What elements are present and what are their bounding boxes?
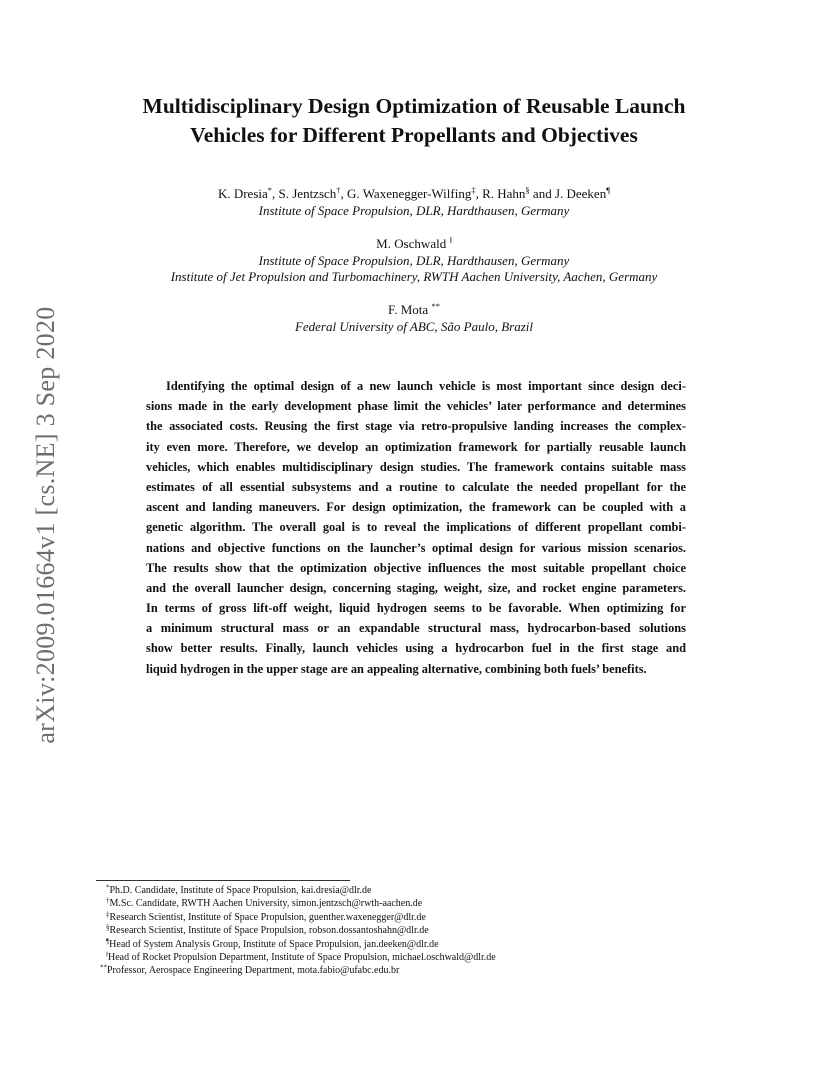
footnote-mark: ¶	[106, 937, 110, 946]
footnote-mark: **	[431, 301, 440, 311]
author-name: , G. Waxenegger-Wilfing	[340, 186, 472, 201]
affiliation: Institute of Space Propulsion, DLR, Hardthausen, Germany	[258, 202, 570, 218]
author-block	[120, 236, 708, 286]
footnote-mark: †	[106, 896, 110, 905]
affiliation: Institute of Space Propulsion, DLR, Hardthausen, Germany	[258, 252, 570, 268]
footnote-divider	[96, 880, 350, 881]
author-line	[120, 302, 708, 319]
abstract-line: Identifying the optimal design of a new launch vehicle is most important since design deci-	[166, 379, 686, 393]
footnote	[106, 938, 706, 951]
abstract-line: In terms of gross lift-off weight, liquid hydrogen seems to be favorable. When optimizing for	[146, 601, 686, 616]
footnote-mark: ‡	[106, 910, 110, 919]
footnote-mark: ‖	[106, 950, 108, 959]
abstract-line: genetic algorithm. The overall goal is to reveal the implications of different propellant combi-	[146, 520, 686, 535]
title-line: Vehicles for Different Propellants and Objectives	[190, 123, 638, 147]
footnote	[106, 911, 706, 924]
footnote-text: Research Scientist, Institute of Space Propulsion, guenther.waxenegger@dlr.de	[109, 911, 426, 923]
abstract-line: vehicles, which enables multidisciplinary design studies. The framework contains suitable mass	[146, 459, 686, 474]
footnote-mark: **	[100, 963, 107, 972]
footnotes	[100, 883, 706, 978]
author-line	[120, 236, 708, 253]
abstract-line: ity even more. Therefore, we develop an optimization framework for partially reusable launch	[146, 439, 686, 454]
abstract	[146, 376, 686, 679]
author-name: K. Dresia	[217, 186, 268, 201]
title-line: Multidisciplinary Design Optimization of Reusable Launch	[142, 94, 686, 118]
footnote-mark: §	[525, 185, 530, 195]
author-block	[120, 186, 708, 219]
footnote	[106, 884, 706, 897]
author-line	[120, 186, 708, 203]
abstract-line: a minimum structural mass or an expandable structural mass, hydrocarbon-based solutions	[146, 621, 686, 636]
footnote	[106, 897, 706, 910]
affiliation: Institute of Jet Propulsion and Turbomachinery, RWTH Aachen University, Aachen, Germany	[170, 269, 658, 284]
footnote	[100, 964, 706, 977]
footnote	[106, 924, 706, 937]
author-name: , S. Jentzsch	[272, 186, 337, 201]
abstract-line: show better results. Finally, launch vehicles using a hydrocarbon fuel in the first stage and	[146, 641, 686, 656]
footnote-mark: §	[106, 923, 110, 932]
footnote-mark: ‖	[449, 235, 452, 245]
abstract-line: the associated costs. Reusing the first stage via retro-propulsive landing increases the complex-	[146, 419, 686, 434]
paper-title	[100, 92, 728, 150]
affiliation: Federal University of ABC, São Paulo, Brazil	[294, 318, 534, 334]
arxiv-side-stamp: arXiv:2009.01664v1 [cs.NE] 3 Sep 2020	[31, 306, 60, 744]
footnote-mark: †	[336, 185, 341, 195]
abstract-line: liquid hydrogen in the upper stage are an appealing alternative, combining both fuels’ benefits.	[146, 661, 647, 676]
footnote-mark: ‡	[471, 185, 476, 195]
author-name: F. Mota	[388, 302, 429, 317]
author-block	[120, 302, 708, 335]
footnote-text: Head of System Analysis Group, Institute of Space Propulsion, jan.deeken@dlr.de	[109, 938, 439, 950]
abstract-line: nations and objective functions on the launcher’s optimal design for various mission scenarios.	[146, 540, 686, 555]
abstract-line: sions made in the early development phase limit the vehicles’ later performance and determines	[146, 399, 686, 414]
footnote-text: Ph.D. Candidate, Institute of Space Propulsion, kai.dresia@dlr.de	[109, 885, 372, 896]
abstract-line: ascent and landing maneuvers. For design optimization, the framework can be coupled with a	[146, 500, 686, 515]
footnote-mark: *	[106, 883, 110, 892]
abstract-line: and the overall launcher design, concerning staging, weight, size, and rocket engine parameters.	[146, 580, 686, 595]
footnote	[106, 951, 706, 964]
abstract-line: The results show that the optimization objective influences the most suitable propellant choice	[146, 560, 686, 575]
author-name: M. Oschwald	[376, 236, 447, 251]
footnote-text: Research Scientist, Institute of Space Propulsion, robson.dossantoshahn@dlr.de	[109, 925, 429, 937]
footnote-mark: ¶	[606, 185, 611, 195]
footnote-text: Professor, Aerospace Engineering Department, mota.fabio@ufabc.edu.br	[107, 965, 400, 977]
abstract-line: estimates of all essential subsystems and a routine to calculate the needed propellant for the	[146, 479, 686, 494]
footnote-text: Head of Rocket Propulsion Department, Institute of Space Propulsion, michael.oschwald@dlr.de	[107, 952, 496, 964]
footnote-text: M.Sc. Candidate, RWTH Aachen University, simon.jentzsch@rwth-aachen.de	[109, 898, 423, 910]
author-name: , R. Hahn	[475, 186, 526, 201]
author-name: and J. Deeken	[529, 186, 607, 201]
footnote-mark: *	[267, 185, 273, 195]
